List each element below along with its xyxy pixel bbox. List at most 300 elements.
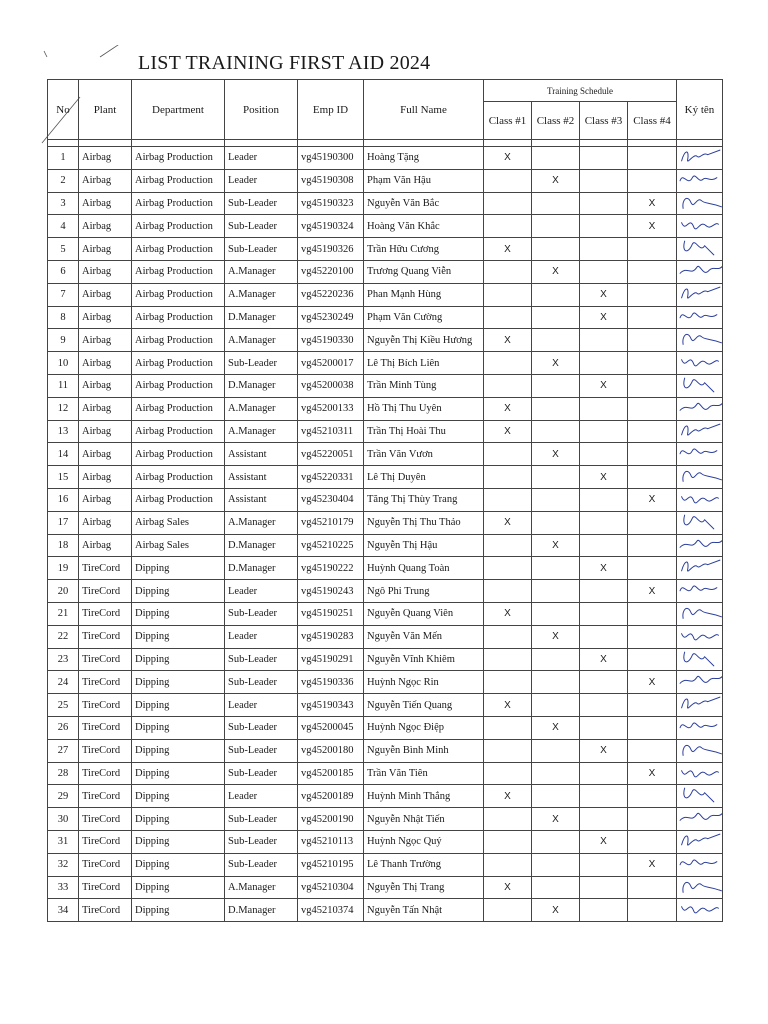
row-department: Dipping xyxy=(132,625,225,648)
row-class-3-mark: X xyxy=(580,374,628,397)
row-full-name: Trần Văn Tiên xyxy=(364,762,484,785)
row-no: 13 xyxy=(48,420,79,443)
table-row xyxy=(48,876,723,899)
table-row xyxy=(48,397,723,420)
row-position: Sub-Leader xyxy=(225,602,298,625)
row-no: 10 xyxy=(48,352,79,375)
row-class-3-mark: X xyxy=(580,739,628,762)
row-class-4-mark xyxy=(628,876,677,899)
row-no: 19 xyxy=(48,557,79,580)
row-position: Sub-Leader xyxy=(225,215,298,238)
row-class-2-mark: X xyxy=(532,352,580,375)
table-row xyxy=(48,739,723,762)
row-class-3-mark xyxy=(580,580,628,603)
row-class-1-mark xyxy=(484,443,532,466)
row-class-2-mark xyxy=(532,876,580,899)
row-position: Sub-Leader xyxy=(225,671,298,694)
row-emp-id: vg45220236 xyxy=(298,283,364,306)
row-position: Leader xyxy=(225,147,298,170)
row-plant: Airbag xyxy=(79,306,132,329)
row-emp-id: vg45190243 xyxy=(298,580,364,603)
row-plant: TireCord xyxy=(79,876,132,899)
row-plant: TireCord xyxy=(79,648,132,671)
row-class-3-mark xyxy=(580,534,628,557)
row-class-4-mark xyxy=(628,260,677,283)
row-class-4-mark: X xyxy=(628,853,677,876)
row-full-name: Phạm Văn Hậu xyxy=(364,169,484,192)
row-full-name: Trần Minh Tùng xyxy=(364,374,484,397)
row-signature xyxy=(677,808,723,831)
row-signature xyxy=(677,534,723,557)
row-class-3-mark xyxy=(580,147,628,170)
row-class-2-mark xyxy=(532,648,580,671)
row-class-2-mark: X xyxy=(532,260,580,283)
signature-scribble xyxy=(677,602,723,625)
table-row xyxy=(48,648,723,671)
header-position: Position xyxy=(225,80,298,140)
row-no: 3 xyxy=(48,192,79,215)
signature-scribble xyxy=(677,625,723,648)
row-full-name: Trần Hữu Cương xyxy=(364,238,484,261)
row-class-4-mark xyxy=(628,169,677,192)
signature-scribble xyxy=(677,648,723,671)
row-signature xyxy=(677,215,723,238)
header-class-2: Class #2 xyxy=(532,102,580,140)
row-no: 16 xyxy=(48,488,79,511)
row-position: Assistant xyxy=(225,466,298,489)
header-emp-id: Emp ID xyxy=(298,80,364,140)
row-no: 26 xyxy=(48,716,79,739)
row-department: Dipping xyxy=(132,557,225,580)
row-department: Airbag Production xyxy=(132,443,225,466)
row-emp-id: vg45190330 xyxy=(298,329,364,352)
row-department: Airbag Production xyxy=(132,260,225,283)
row-class-4-mark xyxy=(628,899,677,922)
row-emp-id: vg45190326 xyxy=(298,238,364,261)
signature-scribble xyxy=(677,397,723,420)
row-class-1-mark xyxy=(484,625,532,648)
table-row xyxy=(48,808,723,831)
row-department: Dipping xyxy=(132,671,225,694)
row-class-1-mark xyxy=(484,306,532,329)
row-class-1-mark xyxy=(484,215,532,238)
row-position: Sub-Leader xyxy=(225,352,298,375)
row-emp-id: vg45210113 xyxy=(298,830,364,853)
signature-scribble xyxy=(677,853,723,876)
row-class-1-mark xyxy=(484,739,532,762)
row-department: Dipping xyxy=(132,808,225,831)
row-class-2-mark xyxy=(532,580,580,603)
row-class-4-mark xyxy=(628,694,677,717)
row-department: Airbag Sales xyxy=(132,511,225,534)
row-class-4-mark xyxy=(628,534,677,557)
table-row xyxy=(48,443,723,466)
row-position: A.Manager xyxy=(225,420,298,443)
row-class-3-mark xyxy=(580,716,628,739)
row-emp-id: vg45200190 xyxy=(298,808,364,831)
signature-scribble xyxy=(677,694,723,717)
row-plant: Airbag xyxy=(79,283,132,306)
row-signature xyxy=(677,694,723,717)
row-class-1-mark: X xyxy=(484,329,532,352)
table-row xyxy=(48,580,723,603)
row-class-3-mark xyxy=(580,694,628,717)
row-class-2-mark: X xyxy=(532,716,580,739)
row-class-3-mark xyxy=(580,238,628,261)
table-row xyxy=(48,283,723,306)
signature-scribble xyxy=(677,899,723,922)
table-row xyxy=(48,488,723,511)
row-no: 34 xyxy=(48,899,79,922)
row-class-2-mark xyxy=(532,147,580,170)
row-class-4-mark: X xyxy=(628,488,677,511)
row-no: 27 xyxy=(48,739,79,762)
row-signature xyxy=(677,648,723,671)
row-plant: Airbag xyxy=(79,443,132,466)
row-plant: TireCord xyxy=(79,899,132,922)
row-position: Sub-Leader xyxy=(225,192,298,215)
row-no: 24 xyxy=(48,671,79,694)
row-plant: TireCord xyxy=(79,739,132,762)
signature-scribble xyxy=(677,215,723,238)
signature-scribble xyxy=(677,785,723,808)
row-department: Airbag Production xyxy=(132,283,225,306)
signature-scribble xyxy=(677,329,723,352)
row-signature xyxy=(677,580,723,603)
signature-scribble xyxy=(677,739,723,762)
row-full-name: Hoàng Tặng xyxy=(364,147,484,170)
row-department: Airbag Production xyxy=(132,466,225,489)
table-row xyxy=(48,169,723,192)
row-emp-id: vg45200185 xyxy=(298,762,364,785)
row-class-2-mark xyxy=(532,397,580,420)
row-no: 28 xyxy=(48,762,79,785)
row-full-name: Trương Quang Viễn xyxy=(364,260,484,283)
row-full-name: Phan Mạnh Hùng xyxy=(364,283,484,306)
row-plant: Airbag xyxy=(79,534,132,557)
row-plant: Airbag xyxy=(79,511,132,534)
row-position: Leader xyxy=(225,169,298,192)
signature-scribble xyxy=(677,876,723,899)
signature-scribble xyxy=(677,192,723,215)
table-row xyxy=(48,602,723,625)
row-class-3-mark xyxy=(580,260,628,283)
row-signature xyxy=(677,352,723,375)
row-class-3-mark xyxy=(580,352,628,375)
signature-scribble xyxy=(677,762,723,785)
row-full-name: Huỳnh Quang Toàn xyxy=(364,557,484,580)
row-emp-id: vg45230249 xyxy=(298,306,364,329)
row-no: 15 xyxy=(48,466,79,489)
row-plant: Airbag xyxy=(79,238,132,261)
header-no: No xyxy=(48,80,79,140)
row-emp-id: vg45200045 xyxy=(298,716,364,739)
row-class-2-mark: X xyxy=(532,443,580,466)
row-full-name: Huỳnh Minh Thắng xyxy=(364,785,484,808)
row-no: 22 xyxy=(48,625,79,648)
row-emp-id: vg45210179 xyxy=(298,511,364,534)
row-class-1-mark xyxy=(484,260,532,283)
row-full-name: Huỳnh Ngọc Điệp xyxy=(364,716,484,739)
table-row xyxy=(48,694,723,717)
header-department: Department xyxy=(132,80,225,140)
row-emp-id: vg45210311 xyxy=(298,420,364,443)
table-row xyxy=(48,420,723,443)
row-signature xyxy=(677,283,723,306)
row-position: Leader xyxy=(225,580,298,603)
row-class-1-mark xyxy=(484,762,532,785)
table-row xyxy=(48,625,723,648)
row-department: Airbag Production xyxy=(132,238,225,261)
row-class-3-mark xyxy=(580,785,628,808)
row-class-3-mark xyxy=(580,329,628,352)
signature-scribble xyxy=(677,716,723,739)
table-row xyxy=(48,716,723,739)
row-class-1-mark: X xyxy=(484,694,532,717)
row-signature xyxy=(677,420,723,443)
row-emp-id: vg45200017 xyxy=(298,352,364,375)
row-no: 32 xyxy=(48,853,79,876)
row-class-1-mark xyxy=(484,580,532,603)
row-class-2-mark xyxy=(532,785,580,808)
row-class-1-mark xyxy=(484,466,532,489)
row-class-4-mark xyxy=(628,808,677,831)
row-class-1-mark xyxy=(484,557,532,580)
row-class-1-mark xyxy=(484,808,532,831)
row-no: 25 xyxy=(48,694,79,717)
row-position: D.Manager xyxy=(225,557,298,580)
row-class-4-mark xyxy=(628,602,677,625)
row-class-3-mark xyxy=(580,625,628,648)
row-signature xyxy=(677,625,723,648)
row-plant: TireCord xyxy=(79,716,132,739)
row-department: Dipping xyxy=(132,694,225,717)
table-row xyxy=(48,466,723,489)
row-class-3-mark: X xyxy=(580,648,628,671)
row-position: Leader xyxy=(225,785,298,808)
row-class-2-mark xyxy=(532,238,580,261)
row-class-4-mark xyxy=(628,443,677,466)
signature-scribble xyxy=(677,147,723,170)
row-class-1-mark xyxy=(484,534,532,557)
row-plant: TireCord xyxy=(79,830,132,853)
row-no: 5 xyxy=(48,238,79,261)
row-class-1-mark: X xyxy=(484,420,532,443)
row-no: 12 xyxy=(48,397,79,420)
table-row xyxy=(48,899,723,922)
row-class-4-mark xyxy=(628,648,677,671)
row-emp-id: vg45190343 xyxy=(298,694,364,717)
row-position: Sub-Leader xyxy=(225,853,298,876)
row-class-1-mark xyxy=(484,853,532,876)
row-plant: TireCord xyxy=(79,625,132,648)
row-position: Leader xyxy=(225,625,298,648)
row-signature xyxy=(677,260,723,283)
table-row xyxy=(48,830,723,853)
row-class-4-mark xyxy=(628,625,677,648)
table-row xyxy=(48,238,723,261)
row-no: 20 xyxy=(48,580,79,603)
row-class-1-mark xyxy=(484,374,532,397)
table-row xyxy=(48,511,723,534)
row-class-3-mark xyxy=(580,397,628,420)
row-department: Airbag Production xyxy=(132,374,225,397)
row-class-3-mark: X xyxy=(580,466,628,489)
table-row xyxy=(48,147,723,170)
row-plant: Airbag xyxy=(79,466,132,489)
row-position: Sub-Leader xyxy=(225,648,298,671)
row-department: Dipping xyxy=(132,580,225,603)
row-full-name: Nguyễn Quang Viên xyxy=(364,602,484,625)
row-signature xyxy=(677,147,723,170)
row-department: Airbag Production xyxy=(132,169,225,192)
signature-scribble xyxy=(677,443,723,466)
signature-scribble xyxy=(677,238,723,261)
row-department: Airbag Production xyxy=(132,147,225,170)
row-emp-id: vg45210225 xyxy=(298,534,364,557)
row-plant: TireCord xyxy=(79,808,132,831)
row-department: Airbag Production xyxy=(132,329,225,352)
table-row xyxy=(48,306,723,329)
row-no: 1 xyxy=(48,147,79,170)
row-class-1-mark: X xyxy=(484,397,532,420)
row-plant: Airbag xyxy=(79,215,132,238)
row-department: Dipping xyxy=(132,739,225,762)
row-class-4-mark xyxy=(628,238,677,261)
row-class-4-mark xyxy=(628,352,677,375)
row-no: 14 xyxy=(48,443,79,466)
row-department: Dipping xyxy=(132,716,225,739)
row-department: Airbag Production xyxy=(132,192,225,215)
row-full-name: Nguyễn Nhật Tiến xyxy=(364,808,484,831)
row-emp-id: vg45190291 xyxy=(298,648,364,671)
row-class-4-mark xyxy=(628,830,677,853)
table-row xyxy=(48,352,723,375)
row-plant: Airbag xyxy=(79,169,132,192)
row-plant: TireCord xyxy=(79,602,132,625)
row-class-2-mark xyxy=(532,557,580,580)
row-department: Dipping xyxy=(132,899,225,922)
row-position: Sub-Leader xyxy=(225,762,298,785)
row-class-4-mark xyxy=(628,329,677,352)
row-signature xyxy=(677,876,723,899)
row-class-2-mark xyxy=(532,762,580,785)
row-emp-id: vg45190336 xyxy=(298,671,364,694)
row-class-4-mark xyxy=(628,466,677,489)
table-row xyxy=(48,329,723,352)
row-class-1-mark xyxy=(484,283,532,306)
header-class-3: Class #3 xyxy=(580,102,628,140)
signature-scribble xyxy=(677,260,723,283)
row-emp-id: vg45190324 xyxy=(298,215,364,238)
table-row xyxy=(48,671,723,694)
row-signature xyxy=(677,306,723,329)
row-class-3-mark xyxy=(580,511,628,534)
row-full-name: Nguyễn Tiến Quang xyxy=(364,694,484,717)
row-class-2-mark xyxy=(532,511,580,534)
row-full-name: Lê Thị Duyên xyxy=(364,466,484,489)
row-full-name: Phạm Văn Cường xyxy=(364,306,484,329)
row-signature xyxy=(677,899,723,922)
signature-scribble xyxy=(677,169,723,192)
row-no: 31 xyxy=(48,830,79,853)
row-class-3-mark xyxy=(580,853,628,876)
row-position: D.Manager xyxy=(225,306,298,329)
row-department: Dipping xyxy=(132,602,225,625)
row-signature xyxy=(677,397,723,420)
row-class-4-mark: X xyxy=(628,580,677,603)
signature-scribble xyxy=(677,352,723,375)
row-no: 9 xyxy=(48,329,79,352)
table-row xyxy=(48,785,723,808)
row-class-2-mark xyxy=(532,853,580,876)
row-class-1-mark xyxy=(484,671,532,694)
row-signature xyxy=(677,374,723,397)
row-full-name: Lê Thanh Trường xyxy=(364,853,484,876)
row-class-3-mark: X xyxy=(580,283,628,306)
row-plant: Airbag xyxy=(79,488,132,511)
row-emp-id: vg45230404 xyxy=(298,488,364,511)
row-class-3-mark xyxy=(580,192,628,215)
row-class-3-mark xyxy=(580,602,628,625)
row-class-4-mark xyxy=(628,397,677,420)
row-plant: TireCord xyxy=(79,853,132,876)
header-class-4: Class #4 xyxy=(628,102,677,140)
row-class-2-mark: X xyxy=(532,808,580,831)
row-full-name: Trần Thị Hoài Thu xyxy=(364,420,484,443)
row-signature xyxy=(677,511,723,534)
row-full-name: Nguyễn Văn Mến xyxy=(364,625,484,648)
header-signature: Ký tên xyxy=(677,80,723,140)
row-department: Airbag Production xyxy=(132,420,225,443)
row-class-3-mark xyxy=(580,215,628,238)
row-signature xyxy=(677,557,723,580)
row-position: A.Manager xyxy=(225,876,298,899)
row-no: 29 xyxy=(48,785,79,808)
row-class-3-mark xyxy=(580,420,628,443)
signature-scribble xyxy=(677,830,723,853)
row-department: Airbag Production xyxy=(132,352,225,375)
row-class-2-mark xyxy=(532,671,580,694)
row-class-4-mark xyxy=(628,374,677,397)
row-signature xyxy=(677,238,723,261)
row-class-1-mark: X xyxy=(484,238,532,261)
row-department: Airbag Production xyxy=(132,397,225,420)
row-full-name: Lê Thị Bích Liên xyxy=(364,352,484,375)
row-position: A.Manager xyxy=(225,511,298,534)
table-row xyxy=(48,374,723,397)
row-department: Dipping xyxy=(132,876,225,899)
row-signature xyxy=(677,739,723,762)
row-class-4-mark xyxy=(628,785,677,808)
row-emp-id: vg45200038 xyxy=(298,374,364,397)
row-full-name: Huỳnh Ngọc Quý xyxy=(364,830,484,853)
row-class-2-mark xyxy=(532,694,580,717)
row-no: 17 xyxy=(48,511,79,534)
table-row xyxy=(48,557,723,580)
row-class-3-mark xyxy=(580,876,628,899)
table-row xyxy=(48,260,723,283)
signature-scribble xyxy=(677,306,723,329)
row-position: A.Manager xyxy=(225,329,298,352)
signature-scribble xyxy=(677,374,723,397)
row-department: Dipping xyxy=(132,648,225,671)
table-header xyxy=(48,80,723,140)
table-body xyxy=(48,140,723,922)
row-full-name: Nguyễn Tấn Nhật xyxy=(364,899,484,922)
table-row xyxy=(48,192,723,215)
row-department: Dipping xyxy=(132,830,225,853)
